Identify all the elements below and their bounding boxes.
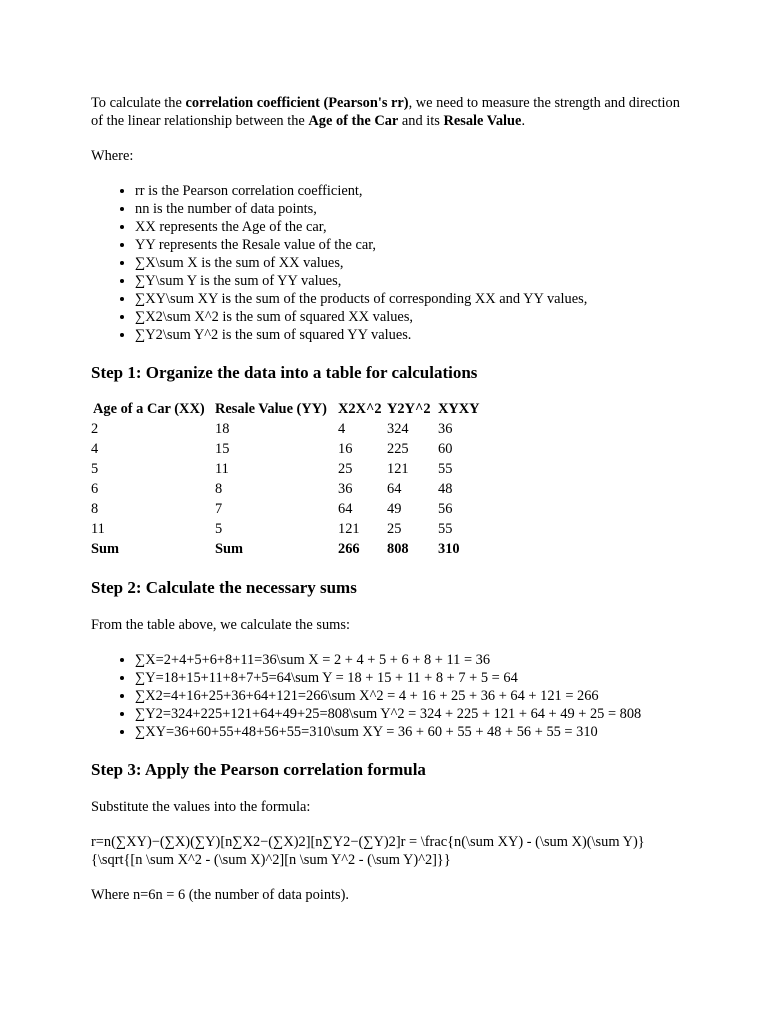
list-item: • ∑XY\sum XY is the sum of the products of corresponding XX and YY values, — [135, 290, 691, 308]
table-cell: 25 — [338, 461, 353, 477]
intro-text-4: . — [521, 113, 526, 129]
table-row — [91, 419, 484, 439]
table-row — [91, 459, 484, 479]
table-cell: 6 — [91, 481, 99, 497]
table-row — [91, 519, 484, 539]
table-cell: 18 — [215, 421, 230, 437]
table-cell: 15 — [215, 441, 230, 457]
table-cell: Sum — [215, 541, 243, 557]
step3-intro: Substitute the values into the formula: — [91, 799, 311, 815]
list-item: • ∑Y2=324+225+121+64+49+25=808\sum Y^2 = 324 + 225 + 121 + 64 + 49 + 25 = 808 — [135, 705, 691, 723]
table-header-xy: XYXY — [438, 401, 480, 417]
table-cell: 55 — [438, 461, 453, 477]
step3-heading: Step 3: Apply the Pearson correlation formula — [91, 760, 426, 779]
table-cell: 56 — [438, 501, 453, 517]
step2-heading: Step 2: Calculate the necessary sums — [91, 578, 357, 597]
list-item: • ∑Y\sum Y is the sum of YY values, — [135, 272, 691, 290]
list-item: • XX represents the Age of the car, — [135, 218, 691, 236]
table-cell: 2 — [91, 421, 99, 437]
table-header-x2: X2X^2 — [338, 401, 382, 417]
table-row — [91, 479, 484, 499]
table-cell: 60 — [438, 441, 453, 457]
list-item: • ∑XY=36+60+55+48+56+55=310\sum XY = 36 + 60 + 55 + 48 + 56 + 55 = 310 — [135, 723, 691, 741]
table-cell: 25 — [387, 521, 402, 537]
table-cell: 121 — [338, 521, 360, 537]
table-cell: 310 — [438, 541, 460, 557]
table-cell: 49 — [387, 501, 402, 517]
table-cell: 324 — [387, 421, 409, 437]
table-cell: 5 — [215, 521, 223, 537]
intro-bold-resale: Resale Value — [443, 113, 522, 129]
table-cell: 5 — [91, 461, 99, 477]
table-cell: 11 — [215, 461, 229, 477]
list-item: • ∑Y=18+15+11+8+7+5=64\sum Y = 18 + 15 + 11 + 8 + 7 + 5 = 64 — [135, 669, 691, 687]
table-cell: 808 — [387, 541, 409, 557]
step1-heading: Step 1: Organize the data into a table for calculations — [91, 363, 478, 382]
table-cell: 36 — [338, 481, 353, 497]
table-cell: 4 — [338, 421, 346, 437]
table-header-row — [91, 399, 484, 419]
pearson-formula: r=n(∑XY)−(∑X)(∑Y)[n∑X2−(∑X)2][n∑Y2−(∑Y)2]r = \frac{n(\sum XY) - (\sum X)(\sum Y)}{\sqrt{[n \sum X^2 - (\sum X)^2][n \sum Y^2 - (\sum Y)^2]}} — [91, 834, 645, 868]
sums-list — [91, 651, 691, 741]
list-item: • ∑Y2\sum Y^2 is the sum of squared YY values. — [135, 326, 691, 344]
document-body — [91, 94, 691, 904]
table-cell: 8 — [215, 481, 223, 497]
list-item: • ∑X\sum X is the sum of XX values, — [135, 254, 691, 272]
table-cell: 16 — [338, 441, 353, 457]
table-cell: 36 — [438, 421, 453, 437]
list-item: • nn is the number of data points, — [135, 200, 691, 218]
table-header-y2: Y2Y^2 — [387, 401, 431, 417]
list-item: • ∑X2\sum X^2 is the sum of squared XX values, — [135, 308, 691, 326]
list-item: • ∑X2=4+16+25+36+64+121=266\sum X^2 = 4 + 16 + 25 + 36 + 64 + 121 = 266 — [135, 687, 691, 705]
table-cell: Sum — [91, 541, 119, 557]
table-cell: 64 — [338, 501, 353, 517]
table-cell: 55 — [438, 521, 453, 537]
step2-intro: From the table above, we calculate the sums: — [91, 617, 350, 633]
list-item: • YY represents the Resale value of the car, — [135, 236, 691, 254]
table-row — [91, 439, 484, 459]
table-row — [91, 499, 484, 519]
table-cell: 11 — [91, 521, 105, 537]
table-totals-row — [91, 539, 484, 559]
table-cell: 64 — [387, 481, 402, 497]
table-cell: 8 — [91, 501, 99, 517]
where-label: Where: — [91, 148, 134, 164]
intro-bold-correlation: correlation coefficient (Pearson's rr) — [185, 95, 409, 111]
intro-paragraph — [91, 94, 681, 130]
table-cell: 225 — [387, 441, 409, 457]
table-cell: 48 — [438, 481, 453, 497]
table-cell: 121 — [387, 461, 409, 477]
table-header-resale: Resale Value (YY) — [215, 401, 327, 417]
intro-text-2: , we need to measure the strength and direction of the linear relationship between the — [91, 95, 680, 129]
definitions-list — [91, 182, 691, 344]
list-item: • rr is the Pearson correlation coefficient, — [135, 182, 691, 200]
list-item: • ∑X=2+4+5+6+8+11=36\sum X = 2 + 4 + 5 + 6 + 8 + 11 = 36 — [135, 651, 691, 669]
intro-text-3: and its — [398, 113, 444, 129]
intro-bold-age: Age of the Car — [308, 113, 399, 129]
table-header-age: Age of a Car (XX) — [93, 401, 205, 417]
intro-text-1: To calculate the — [91, 95, 186, 111]
where-n-note: Where n=6n = 6 (the number of data points). — [91, 887, 349, 903]
data-table — [91, 399, 484, 559]
table-cell: 7 — [215, 501, 223, 517]
table-cell: 4 — [91, 441, 99, 457]
table-cell: 266 — [338, 541, 360, 557]
